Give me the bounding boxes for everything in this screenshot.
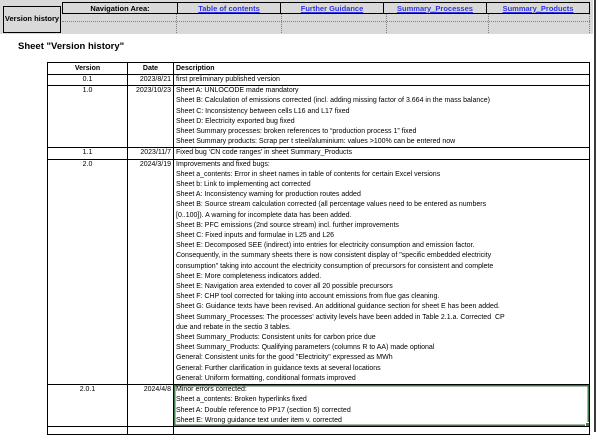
date-cell[interactable]: 2023/10/23 xyxy=(128,86,174,147)
version-cell[interactable]: 1.0 xyxy=(48,86,128,147)
description-line: Sheet F: CHP tool corrected for taking into account emissions from flue gas cleaning. xyxy=(176,293,440,301)
description-line: Sheet E: Wrong guidance text under item v. corrected xyxy=(176,416,342,424)
description-line: Sheet B: Source stream calculation corrected (all percentage values need to be entered as numbers xyxy=(176,201,487,209)
description-line: due and rebate in the sectio 3 tables. xyxy=(176,323,291,331)
nav-grid-divider xyxy=(589,14,590,33)
sheet-tab-version-history[interactable] xyxy=(3,6,61,33)
description-line: Sheet B: Calculation of emissions corrected (incl. adding missing factor of 3.664 in the mass balance) xyxy=(176,97,490,105)
description-line: consumption" taking into account the electricity consumption of precursors for consistent and complete xyxy=(176,262,494,270)
table-row xyxy=(48,86,589,148)
selection-fill-handle[interactable] xyxy=(585,422,589,426)
description-line: Sheet E: Navigation area extended to cover all 20 possible precursors xyxy=(176,283,393,291)
nav-empty-cells xyxy=(62,14,590,22)
page-title: Sheet "Version history" xyxy=(18,41,125,52)
description-line: Sheet B: PFC emissions (2nd source stream) incl. further improvements xyxy=(176,221,399,229)
description-line: Sheet E: Decomposed SEE (indirect) into entries for electricity consumption and emission factor. xyxy=(176,242,475,250)
description-line: General: Uniform formatting, conditional formats improved xyxy=(176,374,356,382)
version-cell[interactable] xyxy=(48,427,128,434)
version-cell[interactable]: 0.1 xyxy=(48,75,128,85)
description-line: Sheet A: Inconsistency warning for production routes added xyxy=(176,191,361,199)
description-line: Sheet Summary processes: broken references to “production process 1” fixed xyxy=(176,128,417,136)
description-line: Sheet C: Fixed inputs and formulae in L25 and L26 xyxy=(176,232,334,240)
navigation-area-label: Navigation Area: xyxy=(90,3,150,13)
description-line: first preliminary published version xyxy=(176,76,280,83)
nav-grid-divider xyxy=(488,14,489,33)
nav-grid-divider xyxy=(281,14,282,33)
description-cell[interactable] xyxy=(174,86,589,147)
description-cell[interactable] xyxy=(174,148,589,158)
description-cell[interactable] xyxy=(174,75,589,85)
version-cell[interactable]: 2.0.1 xyxy=(48,385,128,426)
description-line: Sheet D: Electricity exported bug fixed xyxy=(176,117,295,125)
description-line: General: Consistent units for the good "Electricity" expressed as MWh xyxy=(176,354,393,362)
date-cell[interactable] xyxy=(128,427,174,434)
description-line: Fixed bug ‘CN code ranges’ in sheet Summary_Products xyxy=(176,149,352,157)
table-row xyxy=(48,148,589,159)
window-right-edge xyxy=(594,0,596,432)
version-cell[interactable]: 1.1 xyxy=(48,148,128,158)
nav-grid-divider xyxy=(386,14,387,33)
description-line: Sheet C: Inconsistency between cells L16 and L17 fixed xyxy=(176,107,350,115)
description-line: Sheet Summary_Products: Consistent units for carbon price due xyxy=(176,334,376,342)
navigation-strip xyxy=(62,2,590,14)
description-cell[interactable] xyxy=(174,385,589,426)
description-line: Sheet a_contents: Error in sheet names in table of contents for certain Excel versions xyxy=(176,170,441,178)
table-row xyxy=(48,427,589,434)
description-line: Improvements and fixed bugs: xyxy=(176,160,270,168)
description-line: Sheet Summary_Products: Qualifying parameters (columns R to AA) made optional xyxy=(176,344,435,352)
description-cell[interactable] xyxy=(174,427,589,434)
nav-link-further-guidance[interactable]: Further Guidance xyxy=(280,3,383,13)
nav-grid-divider xyxy=(176,14,177,33)
description-line: Sheet b: Link to implementing act corrected xyxy=(176,181,311,189)
date-cell[interactable]: 2023/8/21 xyxy=(128,75,174,85)
version-history-table xyxy=(47,62,590,435)
nav-link-table-of-contents[interactable]: Table of contents xyxy=(177,3,280,13)
description-line: Sheet A: UNLOCODE made mandatory xyxy=(176,87,299,95)
description-line: Minor errors corrected: xyxy=(176,386,247,394)
table-row xyxy=(48,160,589,385)
nav-link-summary-products[interactable]: Summary_Products xyxy=(486,3,589,13)
description-line: Sheet Summary products: Scrap per t steel/aluminium: values >100% can be entered now xyxy=(176,138,456,146)
description-line: Sheet Summary_Processes: The processes' activity levels have been added in Table 2.1.a. Corrected CP xyxy=(176,313,505,321)
header-date: Date xyxy=(128,63,174,74)
sheet-tab-label: Version history xyxy=(4,14,60,24)
date-cell[interactable]: 2023/11/7 xyxy=(128,148,174,158)
description-line: Sheet A: Double reference to PP17 (section 5) corrected xyxy=(176,406,351,414)
table-row xyxy=(48,385,589,427)
navigation-bar xyxy=(0,0,593,34)
header-description: Description xyxy=(176,65,215,72)
description-line: [0..100]). A warning for incomplete data has been added. xyxy=(176,211,352,219)
description-line: General: Further clarification in guidance texts at several locations xyxy=(176,364,381,372)
date-cell[interactable]: 2024/3/19 xyxy=(128,160,174,384)
date-cell[interactable]: 2024/4/8 xyxy=(128,385,174,426)
table-row xyxy=(48,75,589,86)
version-cell[interactable]: 2.0 xyxy=(48,160,128,384)
nav-link-summary-processes[interactable]: Summary_Processes xyxy=(383,3,486,13)
description-line: Consequently, in the summary sheets there is now consistent display of "specific embedded electricity xyxy=(176,252,492,260)
header-version: Version xyxy=(48,63,128,74)
description-cell[interactable] xyxy=(174,160,589,384)
description-line: Sheet a_contents: Broken hyperlinks fixed xyxy=(176,396,307,404)
table-header-row xyxy=(48,63,589,75)
description-line: Sheet G: Guidance texts have been revised. An additional guidance section for sheet E has been added. xyxy=(176,303,500,311)
description-line: Sheet E: More completeness indicators added. xyxy=(176,272,322,280)
